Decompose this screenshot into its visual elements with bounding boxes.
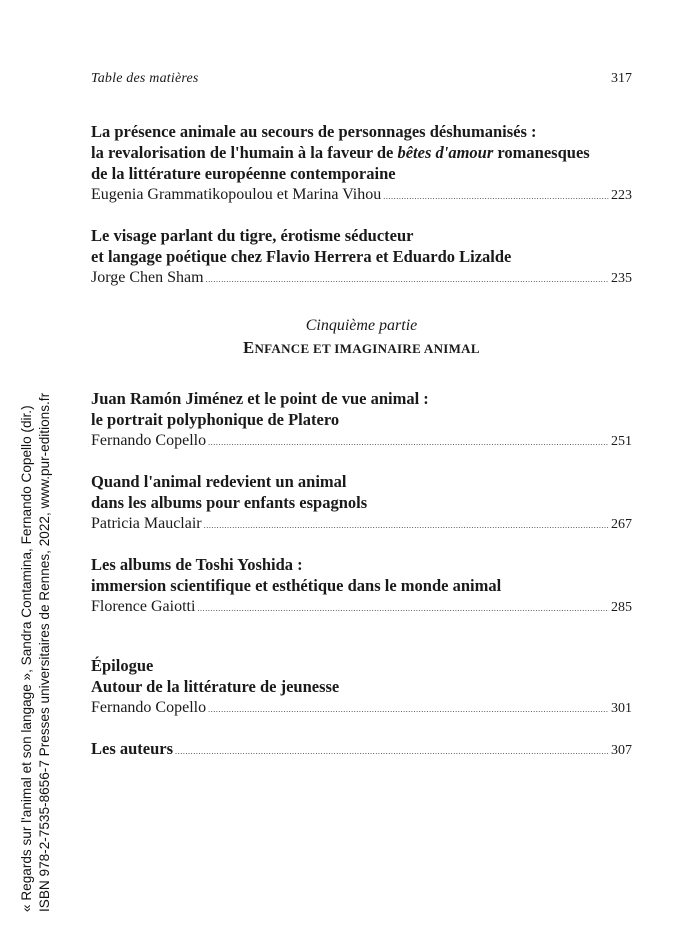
toc-entry <box>91 225 632 291</box>
side-note-line: ISBN 978-2-7535-8656-7 Presses universitaires de Rennes, 2022, www.pur-editions.fr <box>37 392 52 912</box>
toc-entry-title: Les auteurs <box>91 739 174 758</box>
part-title: ENFANCE ET IMAGINAIRE ANIMAL <box>243 338 480 357</box>
toc-entry-authors: Patricia Mauclair <box>91 515 202 532</box>
toc-entry-page: 301 <box>611 701 632 716</box>
toc-entry-authors: Eugenia Grammatikopoulou et Marina Vihou <box>91 186 382 203</box>
table-of-contents <box>91 121 632 780</box>
toc-entry <box>91 471 632 537</box>
toc-entry-authors-line[interactable] <box>91 513 632 537</box>
toc-entry-authors-line[interactable] <box>91 267 632 291</box>
toc-entry-page: 285 <box>611 600 632 615</box>
toc-entry <box>91 388 632 454</box>
side-note-line: « Regards sur l'animal et son langage », Sandra Contamina, Fernando Copello (dir.) <box>19 405 34 912</box>
toc-entry-page: 235 <box>611 271 632 286</box>
toc-entry-authors-line[interactable] <box>91 184 632 208</box>
toc-entry-authors: Florence Gaiotti <box>91 598 196 615</box>
toc-entry-title: Épilogue Autour de la littérature de jeunesse <box>91 656 340 696</box>
toc-entry <box>91 121 632 208</box>
toc-entry-title: Juan Ramón Jiménez et le point de vue animal : le portrait polyphonique de Platero <box>91 389 429 429</box>
toc-entry-authors-line[interactable] <box>91 430 632 454</box>
dot-leader <box>197 598 609 620</box>
page-number: 317 <box>611 71 632 86</box>
toc-entry-authors-list <box>91 738 632 763</box>
toc-entry-title: La présence animale au secours de personnages déshumanisés : la revalorisation de l'humain à la faveur de bêtes d'amour romanesques de la littérature européenne contemporaine <box>91 122 590 183</box>
copyright-side-note <box>18 393 54 912</box>
toc-entry-authors-line[interactable] <box>91 596 632 620</box>
toc-entry-title: Les albums de Toshi Yoshida : immersion scientifique et esthétique dans le monde animal <box>91 555 502 595</box>
dot-leader <box>383 186 609 208</box>
toc-entry-title: Quand l'animal redevient un animal dans les albums pour enfants espagnols <box>91 472 368 512</box>
dot-leader <box>208 699 609 721</box>
toc-entry-authors: Fernando Copello <box>91 699 207 716</box>
dot-leader <box>175 741 609 763</box>
toc-entry-page: 223 <box>611 188 632 203</box>
dot-leader <box>204 515 609 537</box>
running-header <box>91 71 632 87</box>
toc-entry-page: 251 <box>611 434 632 449</box>
running-header-section: Table des matières <box>91 71 199 86</box>
toc-entry-page: 267 <box>611 517 632 532</box>
part-label: Cinquième partie <box>305 317 418 334</box>
toc-entry-page: 307 <box>611 743 632 758</box>
dot-leader <box>206 269 609 291</box>
toc-entry-epilogue <box>91 655 632 721</box>
part-heading <box>91 315 632 360</box>
toc-entry-authors: Fernando Copello <box>91 432 207 449</box>
toc-entry-authors-line[interactable] <box>91 697 632 721</box>
toc-entry-title: Le visage parlant du tigre, érotisme séducteur et langage poétique chez Flavio Herrera et Eduardo Lizalde <box>91 226 512 266</box>
toc-entry-line[interactable] <box>91 738 632 763</box>
dot-leader <box>208 432 609 454</box>
toc-entry-authors: Jorge Chen Sham <box>91 269 204 286</box>
toc-entry <box>91 554 632 620</box>
